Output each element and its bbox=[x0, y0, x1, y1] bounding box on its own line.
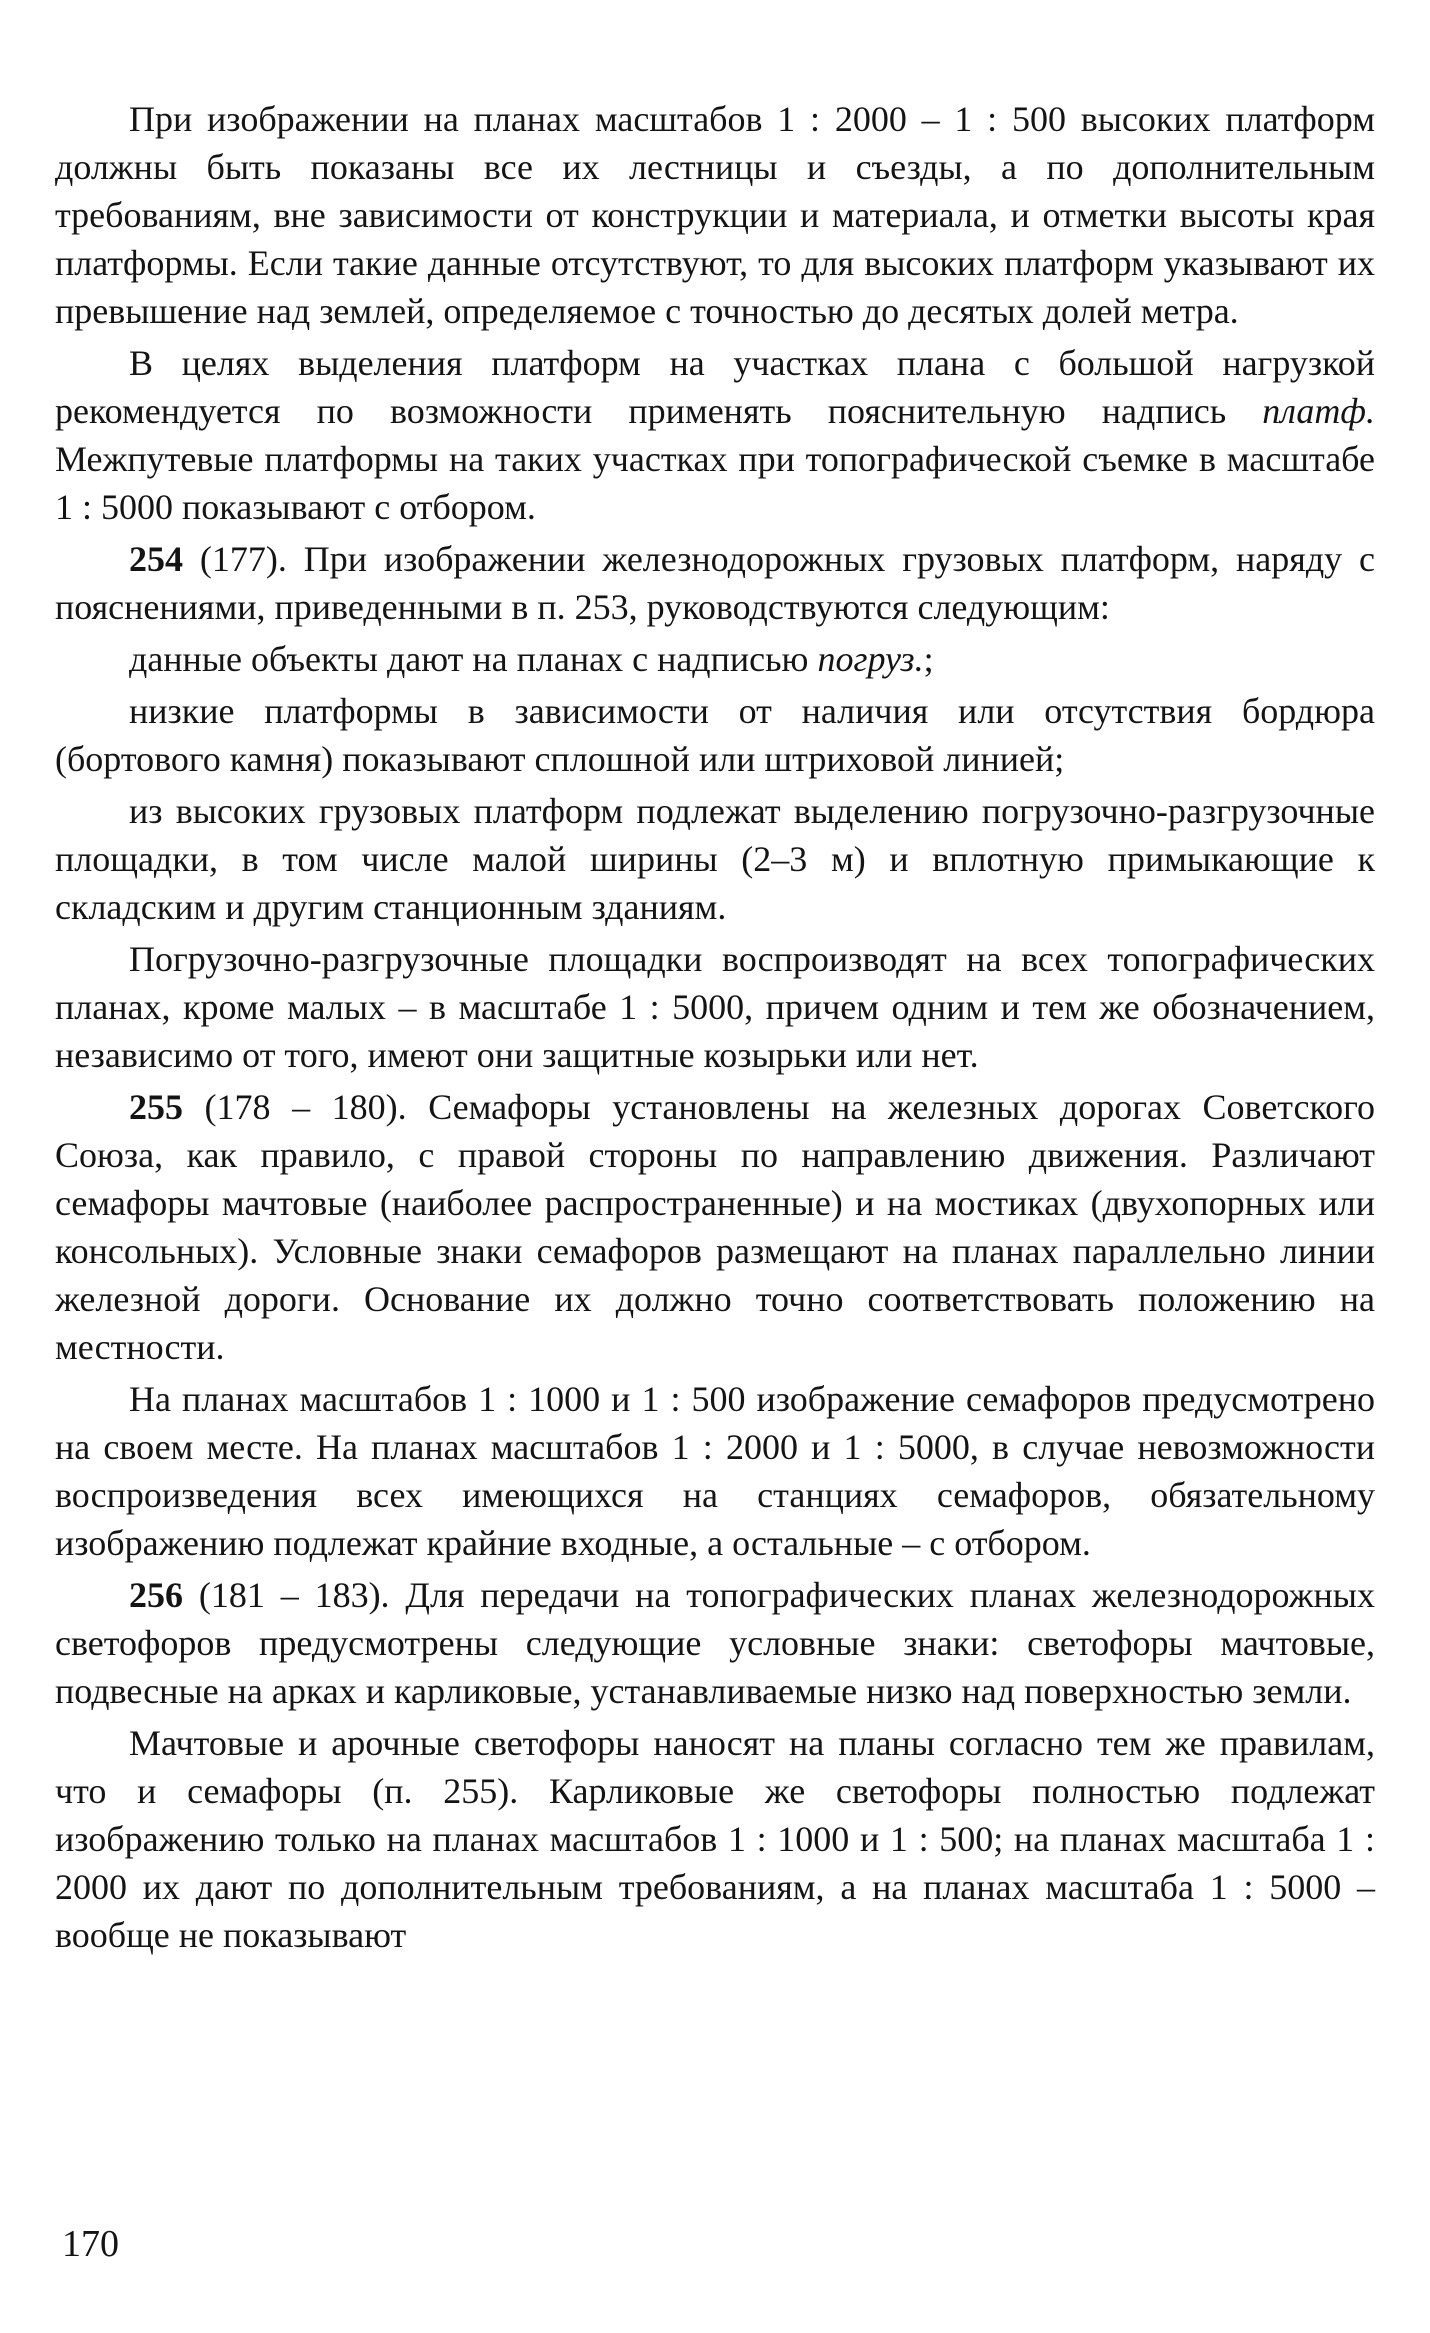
paragraph-2 bbox=[55, 339, 1375, 531]
paragraph-text: из высоких грузовых платформ подлежат выделению погрузочно-разгрузочные площадки, в том числе малой ширины (2–3 м) и вплотную примыкающие к складским и другим станционным зданиям. bbox=[55, 791, 1375, 927]
paragraph-text: (181 – 183). Для передачи на топографических планах железнодорожных светофоров предусмотрены следующие условные знаки: светофоры мачтовые, подвесные на арках и карликовые, устанавливаемые низко над поверхностью земли. bbox=[55, 1575, 1375, 1711]
paragraph-8 bbox=[55, 1083, 1375, 1371]
paragraph-text: На планах масштабов 1 : 1000 и 1 : 500 изображение семафоров предусмотрено на своем месте. На планах масштабов 1 : 2000 и 1 : 5000, в случае невозможности воспроизведения всех имеющихся на станциях семафоров, обязательному изображению подлежат крайние входные, а остальные – с отбором. bbox=[55, 1379, 1375, 1563]
document-page bbox=[55, 95, 1375, 1959]
paragraph-text: данные объекты дают на планах с надписью bbox=[129, 639, 818, 679]
page-number: 170 bbox=[62, 2223, 119, 2265]
section-number: 256 bbox=[129, 1575, 183, 1615]
paragraph-6 bbox=[55, 787, 1375, 931]
paragraph-text: При изображении на планах масштабов 1 : 2000 – 1 : 500 высоких платформ должны быть показаны все их лестницы и съезды, а по дополнительным требованиям, вне зависимости от конструкции и материала, и отметки высоты края платформы. Если такие данные отсутствуют, то для высоких платформ указывают их превышение над землей, определяемое с точностью до десятых долей метра. bbox=[55, 99, 1375, 331]
paragraph-text: (177). При изображении железнодорожных грузовых платформ, наряду с пояснениями, приведенными в п. 253, руководствуются следующим: bbox=[55, 539, 1375, 627]
italic-term: платф. bbox=[1262, 391, 1375, 431]
section-number: 255 bbox=[129, 1087, 183, 1127]
paragraph-10 bbox=[55, 1571, 1375, 1715]
italic-term: погруз. bbox=[817, 639, 924, 679]
paragraph-text: Мачтовые и арочные светофоры наносят на планы согласно тем же правилам, что и семафоры (п. 255). Карликовые же светофоры полностью подлежат изображению только на планах масштабов 1 : 1000 и 1 : 500; на планах масштаба 1 : 2000 их дают по дополнительным требованиям, а на планах масштаба 1 : 5000 – вообще не показывают bbox=[55, 1723, 1375, 1955]
section-number: 254 bbox=[129, 539, 183, 579]
paragraph-text: Межпутевые платформы на таких участках при топографической съемке в масштабе 1 : 5000 показывают с отбором. bbox=[55, 439, 1375, 527]
paragraph-9 bbox=[55, 1375, 1375, 1567]
paragraph-11 bbox=[55, 1719, 1375, 1959]
paragraph-text: Погрузочно-разгрузочные площадки воспроизводят на всех топографических планах, кроме малых – в масштабе 1 : 5000, причем одним и тем же обозначением, независимо от того, имеют они защитные козырьки или нет. bbox=[55, 939, 1375, 1075]
paragraph-4 bbox=[55, 635, 1375, 683]
paragraph-1 bbox=[55, 95, 1375, 335]
paragraph-text: ; bbox=[923, 639, 934, 679]
paragraph-text: В целях выделения платформ на участках плана с большой нагрузкой рекомендуется по возможности применять пояснительную надпись bbox=[55, 343, 1375, 431]
paragraph-3 bbox=[55, 535, 1375, 631]
paragraph-7 bbox=[55, 935, 1375, 1079]
paragraph-text: (178 – 180). Семафоры установлены на железных дорогах Советского Союза, как правило, с правой стороны по направлению движения. Различают семафоры мачтовые (наиболее распространенные) и на мостиках (двухопорных или консольных). Условные знаки семафоров размещают на планах параллельно линии железной дороги. Основание их должно точно соответствовать положению на местности. bbox=[55, 1087, 1375, 1367]
paragraph-5 bbox=[55, 687, 1375, 783]
paragraph-text: низкие платформы в зависимости от наличия или отсутствия бордюра (бортового камня) показывают сплошной или штриховой линией; bbox=[55, 691, 1375, 779]
